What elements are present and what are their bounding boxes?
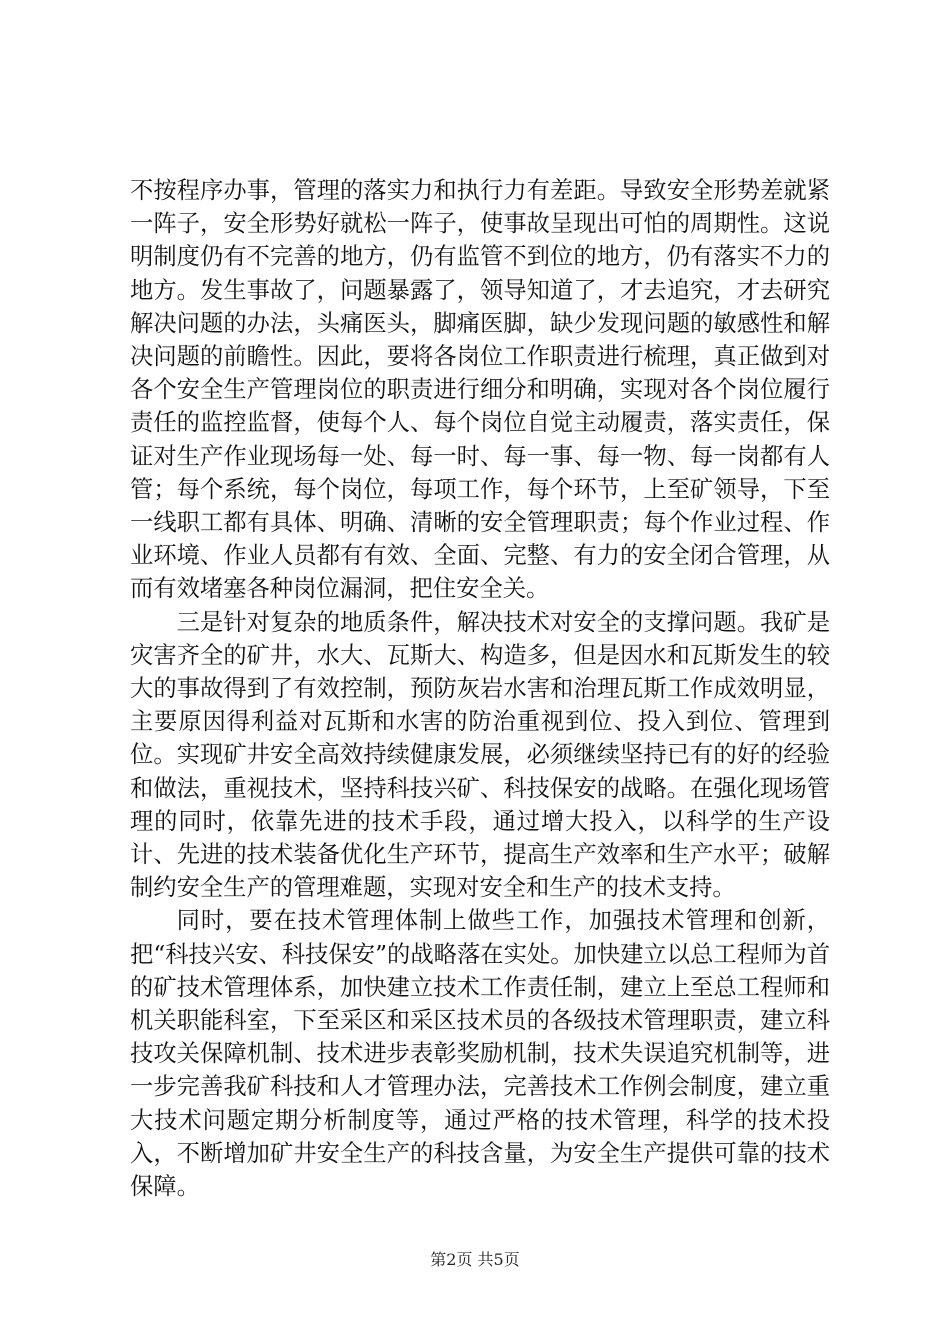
paragraph-3: 同时，要在技术管理体制上做些工作，加强技术管理和创新，把“科技兴安、科技保安”的战略落在实处。加快建立以总工程师为首的矿技术管理体系，加快建立技术工作责任制，建立上至总工程师和机关职能科室，下至采区和采区技术员的各级技术管理职责，建立科技攻关保障机制、技术进步表彰奖励机制，技术失误追究机制等，进一步完善我矿科技和人才管理办法，完善技术工作例会制度，建立重大技术问题定期分析制度等，通过严格的技术管理，科学的技术投入，不断增加矿井安全生产的科技含量，为安全生产提供可靠的技术保障。 (130, 907, 830, 1201)
paragraph-2: 三是针对复杂的地质条件，解决技术对安全的支撑问题。我矿是灾害齐全的矿井，水大、瓦斯大、构造多，但是因水和瓦斯发生的较大的事故得到了有效控制，预防灰岩水害和治理瓦斯工作成效明显，主要原因得利益对瓦斯和水害的防治重视到位、投入到位、管理到位。实现矿井安全高效持续健康发展，必须继续坚持已有的好的经验和做法，重视技术，坚持科技兴矿、科技保安的战略。在强化现场管理的同时，依靠先进的技术手段，通过增大投入，以科学的生产设计、先进的技术装备优化生产环节，提高生产效率和生产水平；破解制约安全生产的管理难题，实现对安全和生产的技术支持。 (130, 608, 830, 902)
document-body (130, 174, 830, 1203)
page-number-footer: 第2页 共5页 (430, 1250, 520, 1269)
paragraph-1: 不按程序办事，管理的落实力和执行力有差距。导致安全形势差就紧一阵子，安全形势好就松一阵子，使事故呈现出可怕的周期性。这说明制度仍有不完善的地方，仍有监管不到位的地方，仍有落实不力的地方。发生事故了，问题暴露了，领导知道了，才去追究，才去研究解决问题的办法，头痛医头，脚痛医脚，缺少发现问题的敏感性和解决问题的前瞻性。因此，要将各岗位工作职责进行梳理，真正做到对各个安全生产管理岗位的职责进行细分和明确，实现对各个岗位履行责任的监控监督，使每个人、每个岗位自觉主动履责，落实责任，保证对生产作业现场每一处、每一时、每一事、每一物、每一岗都有人管；每个系统，每个岗位，每项工作，每个环节，上至矿领导，下至一线职工都有具体、明确、清晰的安全管理职责；每个作业过程、作业环境、作业人员都有有效、全面、完整、有力的安全闭合管理，从而有效堵塞各种岗位漏洞，把住安全关。 (130, 177, 830, 603)
